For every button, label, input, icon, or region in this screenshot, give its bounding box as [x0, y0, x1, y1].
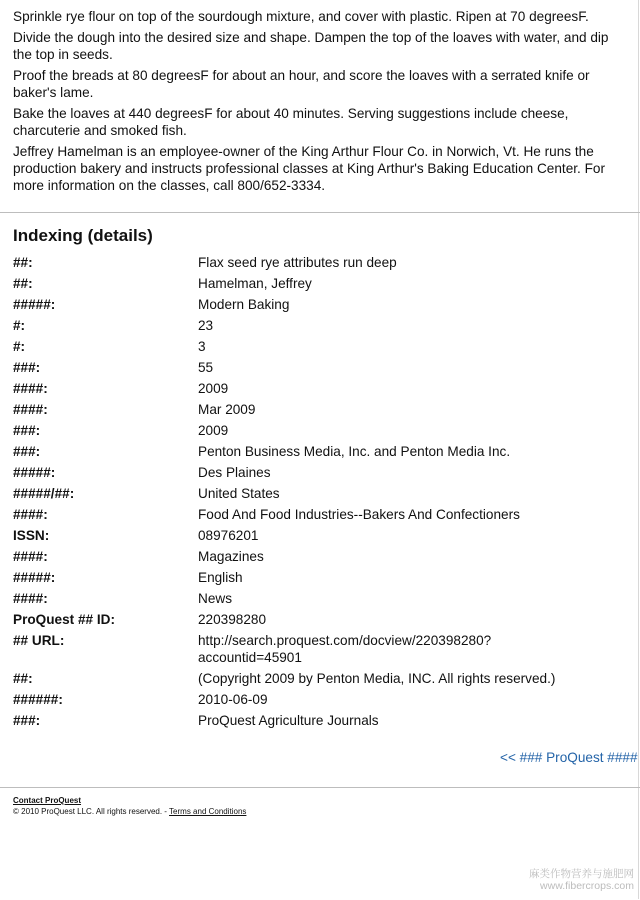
table-row: [13, 670, 633, 691]
field-label: ###:: [13, 423, 41, 438]
copyright-line: [13, 806, 246, 817]
field-label: ISSN:: [13, 528, 50, 543]
field-label: ###:: [13, 713, 41, 728]
field-label: ## URL:: [13, 633, 65, 648]
table-row: [13, 527, 633, 548]
field-value: 3: [198, 339, 206, 354]
table-row: [13, 632, 633, 670]
table-row: [13, 548, 633, 569]
table-row: [13, 254, 633, 275]
field-label: #####:: [13, 570, 56, 585]
article-paragraph: Jeffrey Hamelman is an employee-owner of the King Arthur Flour Co. in Norwich, Vt. He runs the production bakery and instructs professional classes at King Arthur's Baking Education Center. For more information on the classes, call 800/652-3334.: [13, 144, 605, 193]
table-row: [13, 691, 633, 712]
field-value: 55: [198, 360, 214, 375]
table-row: [13, 296, 633, 317]
table-row: [13, 506, 633, 527]
article-paragraph: Sprinkle rye flour on top of the sourdough mixture, and cover with plastic. Ripen at 70 degreesF.: [13, 9, 589, 24]
indexing-heading: Indexing (details): [13, 226, 153, 245]
indexing-table: [13, 254, 633, 733]
field-value: 2009: [198, 381, 229, 396]
table-row: [13, 569, 633, 590]
field-value: 2010-06-09: [198, 692, 268, 707]
field-label: #####:: [13, 465, 56, 480]
article-paragraph: Bake the loaves at 440 degreesF for about 40 minutes. Serving suggestions include cheese, charcuterie and smoked fish.: [13, 106, 569, 138]
table-row: [13, 317, 633, 338]
table-row: [13, 380, 633, 401]
field-label: ####:: [13, 507, 48, 522]
field-label: #:: [13, 318, 26, 333]
field-value: Magazines: [198, 549, 264, 564]
field-value: United States: [198, 486, 280, 501]
field-value: Flax seed rye attributes run deep: [198, 255, 397, 270]
field-value: Modern Baking: [198, 297, 290, 312]
footer-divider: [0, 787, 640, 788]
field-label: ###:: [13, 360, 41, 375]
document-url-value: [198, 632, 633, 670]
watermark-title: 麻类作物营养与施肥网: [529, 868, 634, 880]
field-value: 23: [198, 318, 214, 333]
field-value: ProQuest Agriculture Journals: [198, 713, 379, 728]
section-divider: [0, 212, 640, 213]
field-label: ##:: [13, 671, 33, 686]
field-label: #####/##:: [13, 486, 75, 501]
document-url-line: accountid=45901: [198, 650, 302, 665]
table-row: [13, 712, 633, 733]
contact-proquest-link[interactable]: Contact ProQuest: [13, 796, 82, 805]
field-label: ####:: [13, 381, 48, 396]
article-body: [13, 8, 625, 198]
field-value: 08976201: [198, 528, 259, 543]
field-value: Hamelman, Jeffrey: [198, 276, 312, 291]
document-url-line: http://search.proquest.com/docview/220398280?: [198, 633, 492, 648]
table-row: [13, 422, 633, 443]
footer: [13, 795, 246, 817]
copyright-text: © 2010 ProQuest LLC. All rights reserved. -: [13, 807, 170, 816]
article-paragraph: Proof the breads at 80 degreesF for about an hour, and score the loaves with a serrated knife or baker's lame.: [13, 68, 590, 100]
field-label: #####:: [13, 297, 56, 312]
site-watermark: [529, 868, 634, 892]
field-label: ####:: [13, 549, 48, 564]
field-label: ##:: [13, 276, 33, 291]
field-value: Des Plaines: [198, 465, 271, 480]
table-row: [13, 464, 633, 485]
field-value: Food And Food Industries--Bakers And Confectioners: [198, 507, 520, 522]
article-paragraph: Divide the dough into the desired size and shape. Dampen the top of the loaves with water, and dip the top in seeds.: [13, 30, 609, 62]
table-row: [13, 485, 633, 506]
field-label: ###:: [13, 444, 41, 459]
field-label: ProQuest ## ID:: [13, 612, 115, 627]
field-value: 2009: [198, 423, 229, 438]
table-row: [13, 590, 633, 611]
field-value: 220398280: [198, 612, 267, 627]
field-label: ####:: [13, 402, 48, 417]
table-row: [13, 338, 633, 359]
field-label: ####:: [13, 591, 48, 606]
field-value: News: [198, 591, 232, 606]
watermark-url: www.fibercrops.com: [540, 880, 634, 892]
table-row: [13, 359, 633, 380]
field-value: (Copyright 2009 by Penton Media, INC. All rights reserved.): [198, 671, 556, 686]
field-label: #:: [13, 339, 26, 354]
table-row: [13, 401, 633, 422]
terms-and-conditions-link[interactable]: Terms and Conditions: [169, 807, 247, 816]
field-label: ######:: [13, 692, 63, 707]
field-value: Penton Business Media, Inc. and Penton Media Inc.: [198, 444, 511, 459]
field-value: English: [198, 570, 243, 585]
table-row: [13, 275, 633, 296]
table-row: [13, 443, 633, 464]
field-label: ##:: [13, 255, 33, 270]
field-value: Mar 2009: [198, 402, 256, 417]
table-row: [13, 611, 633, 632]
back-to-proquest-link[interactable]: << ### ProQuest ####: [500, 750, 638, 765]
